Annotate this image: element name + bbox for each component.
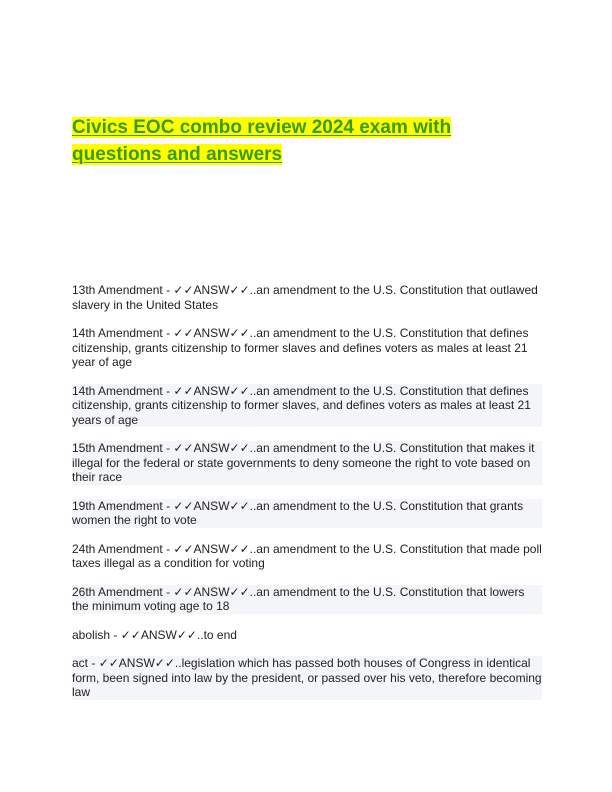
entry-separator: - — [162, 383, 174, 398]
entry-term: abolish — [72, 627, 111, 642]
entry-definition: ..an amendment to the U.S. Constitution that lowers the minimum voting age to 18 — [72, 584, 525, 613]
list-item — [72, 585, 542, 614]
entry-answer-marker: ✓✓ANSW✓✓ — [173, 326, 250, 340]
entry-list — [72, 283, 542, 700]
entry-separator: - — [162, 584, 174, 599]
entry-answer-marker: ✓✓ANSW✓✓ — [173, 541, 250, 556]
entry-term: 14th Amendment — [72, 383, 163, 398]
entry-separator: - — [162, 498, 174, 513]
entry-definition: ..an amendment to the U.S. Constitution that defines citizenship, grants citizenship to former slaves and defines voters as males at least 21 year of age — [72, 326, 529, 369]
entry-answer-marker: ✓✓ANSW✓✓ — [120, 627, 197, 642]
entry-definition: ..an amendment to the U.S. Constitution that grants women the right to vote — [72, 498, 524, 527]
list-item — [72, 441, 542, 485]
entry-separator: - — [88, 656, 99, 670]
entry-separator: - — [110, 627, 121, 642]
entry-separator: - — [162, 441, 174, 455]
entry-answer-marker: ✓✓ANSW✓✓ — [173, 441, 250, 455]
entry-separator: - — [162, 326, 174, 340]
entry-definition: ..an amendment to the U.S. Constitution that made poll taxes illegal as a condition for voting — [72, 541, 542, 570]
entry-term: 13th Amendment — [72, 283, 163, 297]
entry-term: 24th Amendment — [72, 541, 163, 556]
entry-answer-marker: ✓✓ANSW✓✓ — [173, 383, 250, 398]
list-item — [72, 628, 542, 643]
entry-term: 15th Amendment — [72, 441, 163, 455]
list-item — [72, 656, 542, 700]
entry-definition: ..an amendment to the U.S. Constitution that outlawed slavery in the United States — [72, 283, 538, 312]
entry-definition: ..to end — [196, 627, 237, 642]
list-item — [72, 499, 542, 528]
entry-answer-marker: ✓✓ANSW✓✓ — [173, 584, 250, 599]
document-title-text: Civics EOC combo review 2024 exam with questions and answers — [72, 117, 452, 165]
list-item — [72, 384, 542, 428]
document-title — [72, 114, 512, 168]
entry-term: 14th Amendment — [72, 326, 163, 340]
entry-separator: - — [162, 541, 174, 556]
entry-term: act — [72, 656, 89, 670]
entry-answer-marker: ✓✓ANSW✓✓ — [173, 498, 250, 513]
entry-answer-marker: ✓✓ANSW✓✓ — [98, 656, 175, 670]
list-item — [72, 283, 542, 312]
entry-definition: ..legislation which has passed both houses of Congress in identical form, been signed into law by the president, or passed over his veto, therefore becoming law — [72, 656, 542, 699]
entry-definition: ..an amendment to the U.S. Constitution that defines citizenship, grants citizenship to former slaves, and defines voters as males at least 21 years of age — [72, 383, 531, 427]
entry-definition: ..an amendment to the U.S. Constitution that makes it illegal for the federal or state governments to deny someone the right to vote based on their race — [72, 441, 535, 484]
list-item — [72, 326, 542, 370]
list-item — [72, 542, 542, 571]
entry-separator: - — [162, 283, 174, 297]
entry-answer-marker: ✓✓ANSW✓✓ — [173, 283, 250, 297]
entry-term: 26th Amendment — [72, 584, 163, 599]
entry-term: 19th Amendment — [72, 498, 163, 513]
